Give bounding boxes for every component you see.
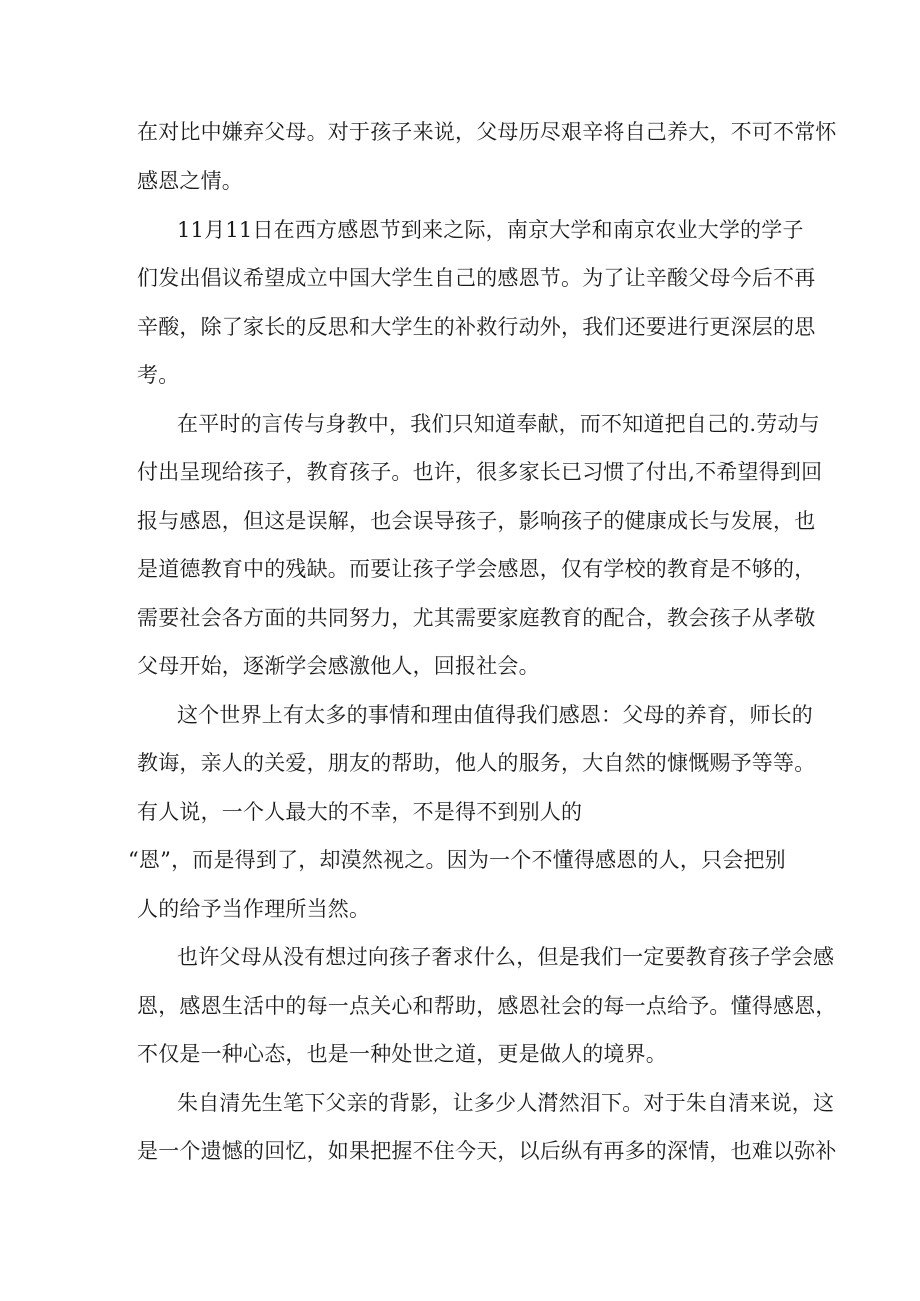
text-line: 报与感恩，但这是误解，也会误导孩子，影响孩子的健康成长与发展，也	[137, 509, 816, 533]
text-line: 感恩之情。	[137, 169, 243, 193]
text-line: 是一个遗憾的回忆，如果把握不住今天，以后纵有再多的深情，也难以弥补	[137, 1139, 837, 1163]
text-line: 11月11日在西方感恩节到来之际，南京大学和南京农业大学的学子	[177, 218, 804, 242]
text-line: 朱自清先生笔下父亲的背影，让多少人潸然泪下。对于朱自清来说，这	[177, 1091, 835, 1115]
text-line: 也许父母从没有想过向孩子奢求什么，但是我们一定要教育孩子学会感	[177, 945, 835, 969]
text-line: “恩”，而是得到了，却漠然视之。因为一个不懂得感恩的人，只会把别	[128, 848, 786, 872]
text-line: 是道德教育中的残缺。而要让孩子学会感恩，仅有学校的教育是不够的，	[137, 557, 816, 581]
text-line: 在平时的言传与身教中，我们只知道奉献，而不知道把自己的.劳动与	[177, 412, 820, 436]
text-line: 们发出倡议希望成立中国大学生自己的感恩节。为了让辛酸父母今后不再	[137, 266, 816, 290]
text-line: 在对比中嫌弃父母。对于孩子来说，父母历尽艰辛将自己养大，不可不常怀	[137, 120, 837, 144]
text-line: 考。	[137, 363, 180, 387]
text-line: 教诲，亲人的关爱，朋友的帮助，他人的服务，大自然的慷慨赐予等等。	[137, 751, 816, 775]
text-line: 不仅是一种心态，也是一种处世之道，更是做人的境界。	[137, 1042, 667, 1066]
text-line: 父母开始，逐渐学会感激他人，回报社会。	[137, 654, 540, 678]
text-line: 恩，感恩生活中的每一点关心和帮助，感恩社会的每一点给予。懂得感恩，	[137, 994, 837, 1018]
text-line: 辛酸，除了家长的反思和大学生的补救行动外，我们还要进行更深层的思	[137, 315, 816, 339]
text-line: 需要社会各方面的共同努力，尤其需要家庭教育的配合，教会孩子从孝敬	[137, 606, 816, 630]
text-line: 付出呈现给孩子，教育孩子。也许，很多家长已习惯了付出,不希望得到回	[137, 460, 823, 484]
text-line: 有人说，一个人最大的不幸，不是得不到别人的	[137, 800, 583, 824]
text-line: 这个世界上有太多的事情和理由值得我们感恩：父母的养育，师长的	[177, 703, 813, 727]
text-line: 人的给予当作理所当然。	[137, 897, 371, 921]
